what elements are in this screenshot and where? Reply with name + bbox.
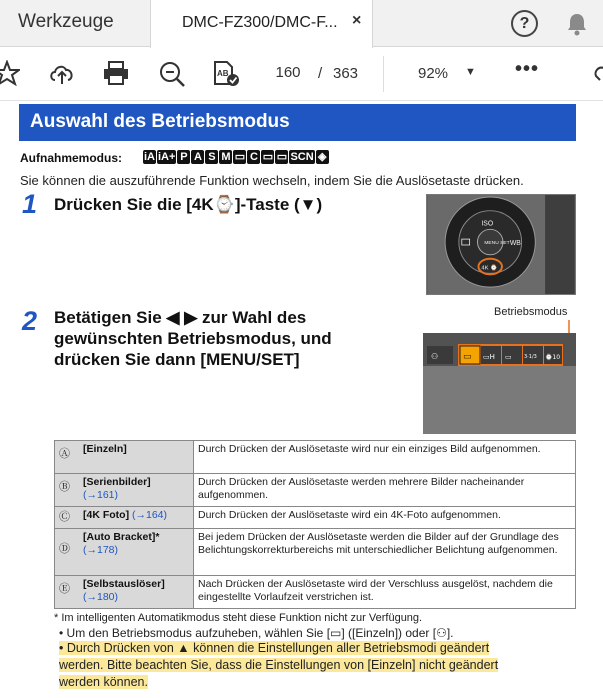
wb-label: WB: [509, 239, 521, 247]
mode-icon: ▭: [276, 151, 288, 163]
document-page: [0, 101, 603, 698]
tab-bar: [0, 0, 603, 47]
bullet-cancel-mode: • Um den Betriebsmodus aufzuheben, wählen Sie [▭] ([Einzeln]) oder [⚇].: [59, 626, 454, 640]
table-row: [55, 474, 576, 507]
help-icon[interactable]: ?: [511, 10, 538, 37]
iso-label: ISO: [481, 220, 494, 228]
mode-icon: ▭: [234, 151, 246, 163]
mode-icon: M: [221, 151, 231, 163]
mode-icon: ▭: [262, 151, 274, 163]
star-icon[interactable]: [0, 60, 20, 86]
svg-text:AB: AB: [217, 69, 229, 78]
row-desc: Durch Drücken der Auslösetaste wird ein 4K-Foto aufgenommen.: [194, 507, 576, 529]
chevron-down-icon[interactable]: ▼: [465, 66, 476, 78]
step-2-text-line1: Betätigen Sie ◀ ▶ zur Wahl des: [54, 308, 307, 327]
row-marker: Ⓒ: [59, 511, 70, 523]
highlighted-bullet: [59, 640, 561, 691]
mode-icon: A: [191, 150, 204, 164]
row-desc: Nach Drücken der Auslösetaste wird der Verschluss ausgelöst, nachdem die eingestellte Vorlaufzeit verstrichen ist.: [194, 576, 576, 609]
table-row: [55, 529, 576, 576]
drive-mode-table: [54, 440, 576, 609]
page-ref-link[interactable]: (→164): [132, 509, 168, 521]
toolbar-divider: [383, 56, 384, 92]
mode-icon: ◈: [316, 150, 329, 164]
more-options-icon[interactable]: •••: [515, 58, 540, 80]
modes-label: Aufnahmemodus:: [20, 151, 122, 165]
mode-icons: [143, 150, 329, 164]
row-name: [4K Foto]: [83, 509, 130, 521]
print-icon[interactable]: [102, 60, 130, 86]
page-total: 363: [333, 65, 359, 82]
lcd-item: ▭: [463, 352, 472, 362]
step-2-text-line3: drücken Sie dann [MENU/SET]: [54, 350, 300, 369]
lcd-item: 3·1/3: [524, 354, 537, 360]
row-marker: Ⓐ: [59, 448, 70, 460]
intro-text: Sie können die auszuführende Funktion wechseln, indem Sie die Auslösetaste drücken.: [20, 173, 524, 188]
fill-sign-icon[interactable]: [211, 60, 241, 88]
page-separator: /: [318, 65, 323, 82]
zoom-level[interactable]: 92%: [418, 65, 449, 82]
lcd-caption: Betriebsmodus: [494, 306, 568, 318]
row-marker: Ⓔ: [59, 583, 70, 595]
link-icon[interactable]: [592, 64, 603, 86]
mode-icon: iA+: [158, 151, 176, 163]
svg-text:4K ⌚: 4K ⌚: [481, 265, 498, 272]
row-name: [Einzeln]: [83, 443, 127, 455]
step-2-text-line2: gewünschten Betriebsmodus, und: [54, 329, 332, 348]
mode-icon: SCN: [290, 151, 314, 163]
tab-document[interactable]: [150, 0, 373, 48]
table-row: [55, 576, 576, 609]
row-desc: Bei jedem Drücken der Auslösetaste werden die Bilder auf der Grundlage des Belichtungskorrekturbereichs mit unterschiedlicher Belichtung aufgenommen.: [194, 529, 576, 576]
lcd-item: ▭: [505, 353, 512, 361]
page-number-input[interactable]: 160: [275, 64, 301, 81]
mode-icon: iA: [144, 151, 155, 163]
row-name: [Auto Bracket]*: [83, 531, 160, 543]
step-1-text: Drücken Sie die [4K⌚]-Taste (▼): [54, 195, 323, 214]
step-1-number: 1: [22, 189, 38, 219]
toolbar: [0, 48, 603, 101]
step-2-number: 2: [22, 306, 38, 336]
menu-set-label: MENU SET: [484, 241, 510, 247]
row-desc: Durch Drücken der Auslösetaste wird nur ein einziges Bild aufgenommen.: [194, 441, 576, 474]
upload-cloud-icon[interactable]: [48, 60, 76, 86]
row-desc: Durch Drücken der Auslösetaste werden mehrere Bilder nacheinander aufgenommen.: [194, 474, 576, 507]
table-row: [55, 441, 576, 474]
zoom-search-icon[interactable]: [158, 60, 186, 88]
table-row: [55, 507, 576, 529]
row-name: [Selbstauslöser]: [83, 578, 165, 590]
tab-tools[interactable]: Werkzeuge: [18, 11, 114, 32]
mode-icon: S: [205, 150, 218, 164]
highlight-line: werden können.: [59, 675, 148, 689]
section-banner: [19, 104, 576, 141]
drive-mode-screen: [423, 306, 576, 434]
row-marker: Ⓑ: [59, 481, 70, 493]
page-ref-link[interactable]: (→180): [83, 591, 119, 603]
page-title: Auswahl des Betriebsmodus: [30, 111, 290, 132]
highlight-line: • Durch Drücken von ▲ können die Einstellungen aller Betriebsmodi geändert: [59, 641, 490, 655]
row-name: [Serienbilder]: [83, 476, 151, 488]
close-tab-icon[interactable]: ×: [352, 12, 362, 29]
mode-icon: P: [177, 150, 190, 164]
svg-text:⚇: ⚇: [431, 352, 439, 361]
camera-dial-illustration: [426, 194, 576, 295]
highlight-line: werden. Bitte beachten Sie, dass die Einstellungen von [Einzeln] nicht geändert: [59, 658, 499, 672]
row-marker: Ⓓ: [59, 543, 70, 555]
lcd-item: ⌚10: [545, 354, 561, 361]
lcd-item: ▭H: [483, 353, 495, 361]
notification-bell-icon[interactable]: [566, 12, 588, 36]
page-ref-link[interactable]: (→161): [83, 489, 119, 501]
mode-icon: C: [247, 150, 260, 164]
tab-document-label: DMC-FZ300/DMC-F...: [182, 14, 338, 31]
page-ref-link[interactable]: (→178): [83, 544, 119, 556]
footnote: * Im intelligenten Automatikmodus steht diese Funktion nicht zur Verfügung.: [54, 612, 423, 624]
